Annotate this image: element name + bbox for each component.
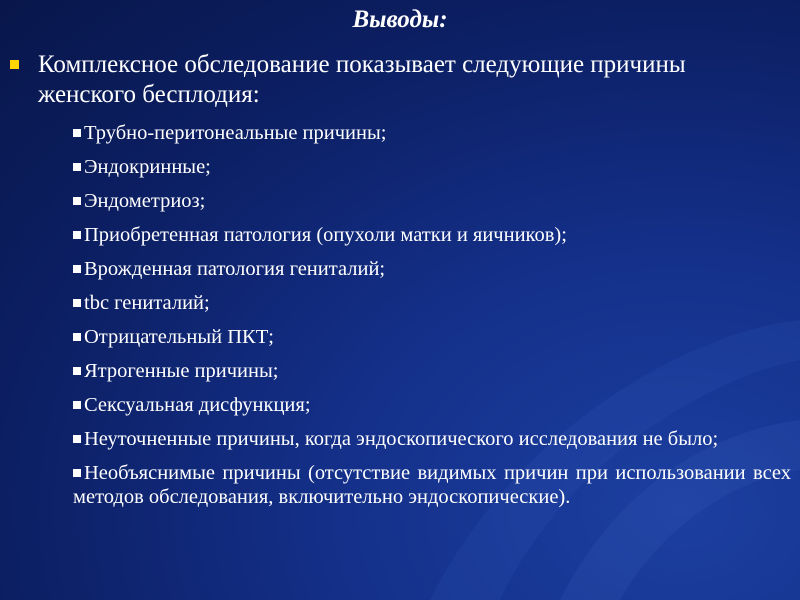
sub-bullet-text: Необъяснимые причины (отсутствие видимых причин при использовании всех методов обследования, включительно эндоскопические).: [73, 462, 791, 508]
sub-bullet-text: Трубно-перитонеальные причины;: [84, 122, 387, 144]
sub-bullet-item: [73, 223, 791, 247]
square-bullet-icon: [73, 163, 81, 171]
sub-bullet-item: [73, 461, 791, 509]
sub-bullet-item: [73, 325, 791, 349]
sub-bullet-item: [73, 427, 791, 451]
sub-bullet-text: Неуточненные причины, когда эндоскопического исследования не было;: [84, 428, 719, 450]
square-bullet-icon: [73, 197, 81, 205]
sub-bullet-list: [73, 121, 791, 519]
square-bullet-icon: [73, 265, 81, 273]
sub-bullet-text: Приобретенная патология (опухоли матки и яичников);: [84, 224, 567, 246]
square-bullet-icon: [73, 231, 81, 239]
sub-bullet-text: Сексуальная дисфункция;: [84, 394, 311, 416]
square-bullet-icon: [73, 129, 81, 137]
slide-title: Выводы:: [352, 6, 448, 33]
sub-bullet-text: tbc гениталий;: [84, 292, 210, 314]
sub-bullet-item: [73, 121, 791, 145]
main-bullet-text: Комплексное обследование показывает следующие причины женского бесплодия:: [38, 51, 686, 108]
square-bullet-icon: [73, 333, 81, 341]
sub-bullet-item: [73, 155, 791, 179]
sub-bullet-text: Врожденная патология гениталий;: [84, 258, 386, 280]
sub-bullet-text: Эндокринные;: [84, 156, 211, 178]
sub-bullet-item: [73, 189, 791, 213]
square-bullet-icon: [73, 299, 81, 307]
square-bullet-icon: [73, 401, 81, 409]
sub-bullet-item: [73, 291, 791, 315]
square-bullet-icon: [73, 469, 81, 477]
sub-bullet-item: [73, 393, 791, 417]
sub-bullet-text: Эндометриоз;: [84, 190, 206, 212]
sub-bullet-text: Ятрогенные причины;: [84, 360, 279, 382]
sub-bullet-item: [73, 359, 791, 383]
square-bullet-icon: [73, 435, 81, 443]
square-bullet-icon: [73, 367, 81, 375]
sub-bullet-item: [73, 257, 791, 281]
square-bullet-icon: [10, 60, 19, 69]
sub-bullet-text: Отрицательный ПКТ;: [84, 326, 274, 348]
main-bullet: [10, 50, 780, 110]
